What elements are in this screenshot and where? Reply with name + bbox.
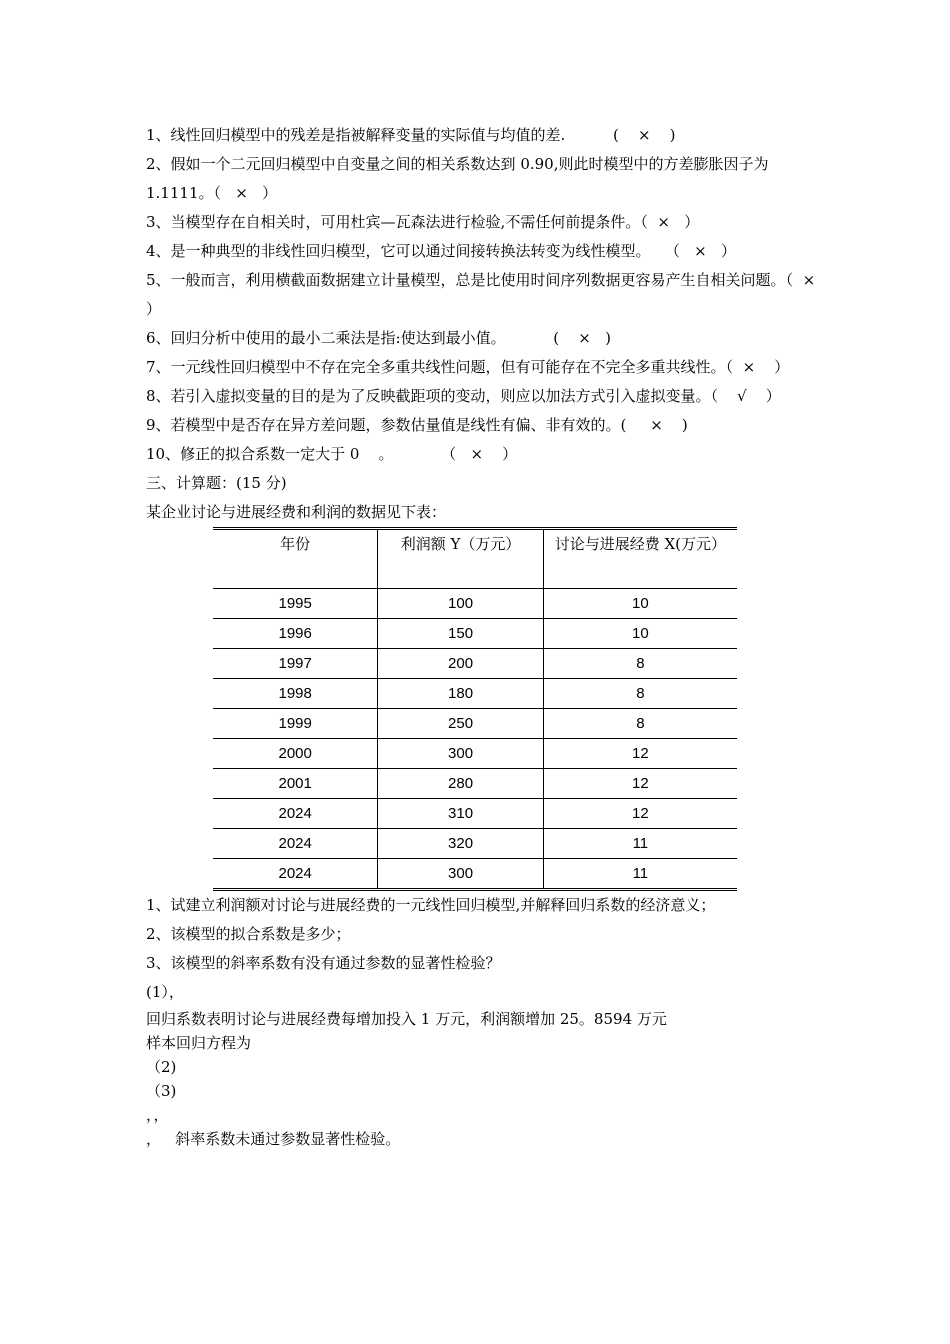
judgment-mark: ( × ) — [553, 329, 611, 347]
cell-profit: 300 — [378, 739, 543, 769]
question-3: 3、该模型的斜率系数有没有通过参数的显著性检验？ — [146, 954, 501, 972]
question-2: 2、该模型的拟合系数是多少； — [146, 925, 351, 943]
cell-profit: 250 — [378, 709, 543, 739]
cell-year: 2024 — [213, 859, 378, 890]
judgment-1: 1、线性回归模型中的残差是指被解释变量的实际值与均值的差. ( × ) — [146, 126, 676, 144]
table-row — [213, 799, 737, 829]
cell-year: 2000 — [213, 739, 378, 769]
cell-expense: 8 — [543, 649, 737, 679]
column-header-profit: 利润额 Y（万元） — [378, 529, 543, 589]
judgment-mark: （ √ ） — [710, 387, 781, 405]
table-row — [213, 769, 737, 799]
judgment-mark: （ × ） — [146, 271, 830, 318]
judgment-2: 2、假如一个二元回归模型中自变量之间的相关系数达到 0.90,则此时模型中的方差膨胀因子为 1.1111。（ × ） — [146, 155, 774, 202]
table-header-row — [213, 529, 737, 589]
judgment-4: 4、是一种典型的非线性回归模型，它可以通过间接转换法转变为线性模型。 （ × ） — [146, 242, 737, 260]
cell-year: 1995 — [213, 589, 378, 619]
answer-3: （3) — [146, 1082, 177, 1100]
judgment-10: 10、修正的拟合系数一定大于 0 。 （ × ） — [146, 445, 518, 463]
cell-year: 1999 — [213, 709, 378, 739]
cell-profit: 150 — [378, 619, 543, 649]
table-row — [213, 709, 737, 739]
table-row — [213, 859, 737, 890]
column-header-rd-expense: 讨论与进展经费 X(万元） — [543, 529, 737, 589]
answer-equation-label: 样本回归方程为 — [146, 1034, 252, 1052]
cell-profit: 100 — [378, 589, 543, 619]
table-row — [213, 739, 737, 769]
judgment-7: 7、一元线性回归模型中不存在完全多重共线性问题，但有可能存在不完全多重共线性。（ × ） — [146, 358, 790, 376]
table-row — [213, 619, 737, 649]
cell-profit: 310 — [378, 799, 543, 829]
table-row — [213, 649, 737, 679]
table-row — [213, 679, 737, 709]
cell-year: 1998 — [213, 679, 378, 709]
judgment-6: 6、回归分析中使用的最小二乘法是指:使达到最小值。 ( × ) — [146, 329, 611, 347]
cell-expense: 8 — [543, 709, 737, 739]
cell-profit: 300 — [378, 859, 543, 890]
cell-year: 2024 — [213, 799, 378, 829]
cell-expense: 10 — [543, 619, 737, 649]
judgment-mark: （ × ） — [640, 213, 700, 231]
cell-expense: 8 — [543, 679, 737, 709]
cell-profit: 180 — [378, 679, 543, 709]
cell-expense: 11 — [543, 829, 737, 859]
cell-profit: 200 — [378, 649, 543, 679]
column-header-year: 年份 — [213, 529, 378, 589]
judgment-mark: （ × ） — [213, 184, 278, 202]
answer-1: (1）， — [146, 983, 184, 1001]
judgment-mark: （ × ） — [441, 445, 518, 463]
answer-2: （2) — [146, 1058, 177, 1076]
cell-expense: 11 — [632, 865, 649, 882]
cell-expense: 12 — [543, 739, 737, 769]
table-row — [213, 589, 737, 619]
answer-interpretation: 回归系数表明讨论与进展经费每增加投入 1 万元，利润额增加 25。8594 万元 — [146, 1010, 667, 1028]
cell-year: 1997 — [213, 649, 378, 679]
table-intro: 某企业讨论与进展经费和利润的数据见下表： — [146, 503, 447, 521]
cell-expense: 12 — [543, 799, 737, 829]
judgment-mark: （ × ） — [725, 358, 790, 376]
table-row — [213, 829, 737, 859]
cell-year: 2024 — [213, 829, 378, 859]
document-page — [146, 121, 830, 1151]
section-title: 三、计算题：(15 分) — [146, 474, 287, 492]
cell-profit: 280 — [378, 769, 543, 799]
answer-conclusion: ， 斜率系数未通过参数显著性检验。 — [146, 1130, 401, 1148]
answer-commas: ，， — [146, 1106, 169, 1124]
question-1: 1、试建立利润额对讨论与进展经费的一元线性回归模型,并解释回归系数的经济意义； — [146, 896, 716, 914]
cell-year: 1996 — [213, 619, 378, 649]
cell-expense: 12 — [543, 769, 737, 799]
cell-year: 2001 — [213, 769, 378, 799]
judgment-9: 9、若模型中是否存在异方差问题，参数估量值是线性有偏、非有效的。( × ) — [146, 416, 688, 434]
cell-expense: 10 — [543, 589, 737, 619]
data-table — [213, 527, 737, 891]
judgment-3: 3、当模型存在自相关时，可用杜宾—瓦森法进行检验,不需任何前提条件。（ × ） — [146, 213, 700, 231]
judgment-mark: ( × ) — [620, 416, 688, 434]
cell-profit: 320 — [378, 829, 543, 859]
judgment-8: 8、若引入虚拟变量的目的是为了反映截距项的变动，则应以加法方式引入虚拟变量。（ √ ） — [146, 387, 781, 405]
judgment-mark: （ × ） — [664, 242, 737, 260]
judgment-5: 5、一般而言，利用横截面数据建立计量模型，总是比使用时间序列数据更容易产生自相关问题。（ × ） — [146, 271, 830, 318]
judgment-mark: ( × ) — [613, 126, 676, 144]
